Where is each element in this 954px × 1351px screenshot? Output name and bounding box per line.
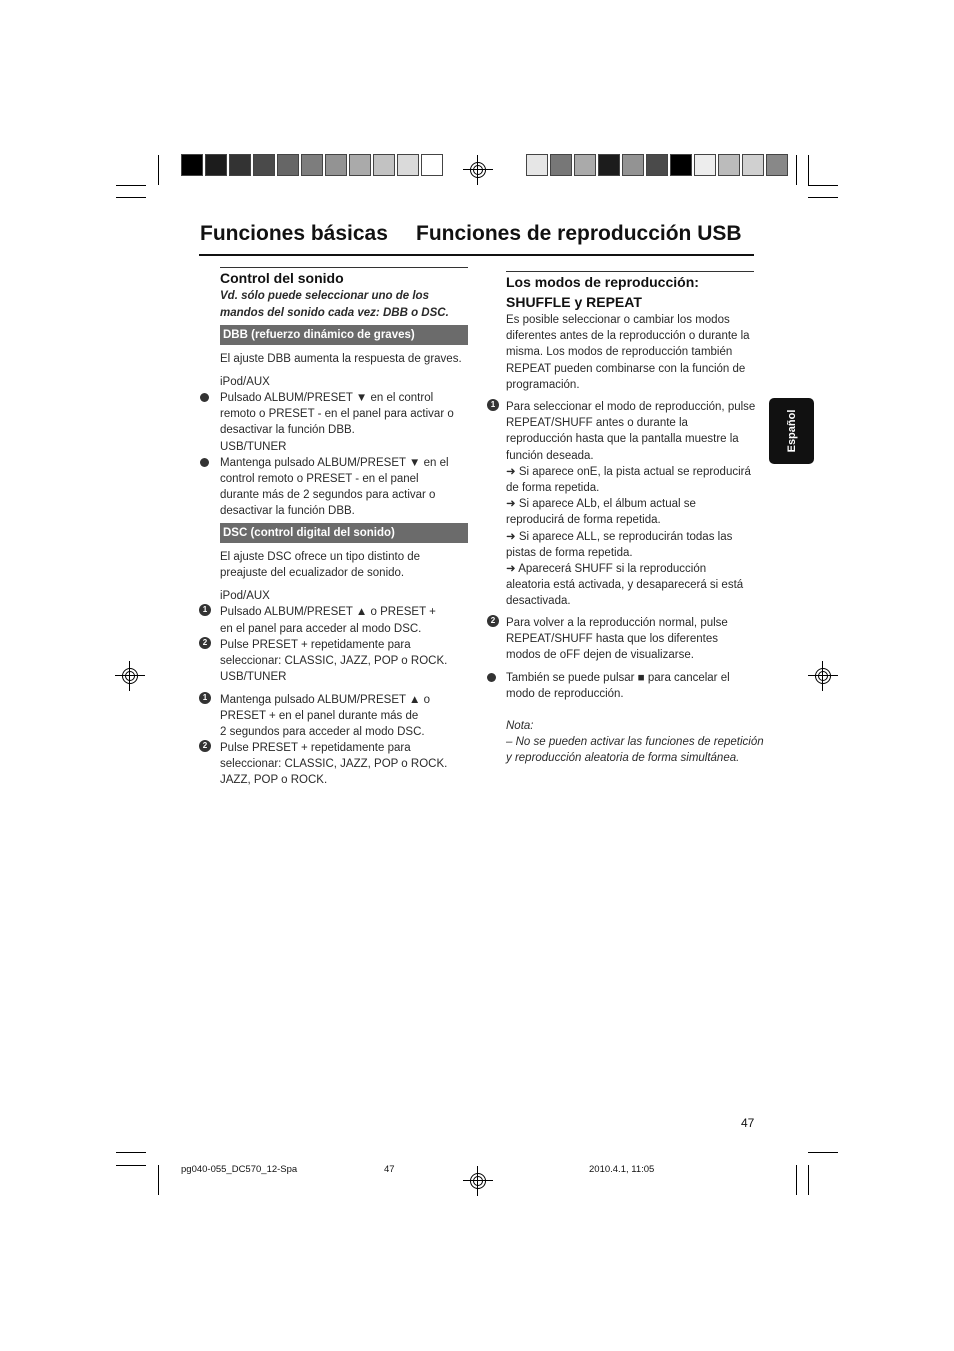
crop-mark	[116, 1152, 146, 1153]
source-label: USB/TUNER	[220, 671, 287, 683]
section-heading: Los modos de reproducción:	[506, 274, 699, 290]
note-line: mandos del sonido cada vez: DBB o DSC.	[220, 307, 449, 319]
registration-target-icon	[812, 665, 834, 687]
step-number-icon: 1	[199, 604, 211, 616]
dbb-band: DBB (refuerzo dinámico de graves)	[220, 325, 468, 345]
text-line: Mantenga pulsado ALBUM/PRESET ▲ o	[220, 694, 430, 706]
text-line: ➜ Si aparece onE, la pista actual se reproducirá	[506, 465, 751, 478]
footer-page: 47	[384, 1164, 395, 1175]
registration-target-icon	[467, 159, 489, 181]
dbb-description: El ajuste DBB aumenta la respuesta de graves.	[220, 353, 462, 365]
language-tab	[769, 398, 814, 464]
text-line: REPEAT/SHUFF antes o durante la	[506, 417, 688, 430]
text-line: de forma repetida.	[506, 482, 600, 494]
text-line: control remoto o PRESET - en el panel	[220, 473, 419, 485]
source-label: iPod/AUX	[220, 376, 270, 388]
text-line: El ajuste DSC ofrece un tipo distinto de	[220, 551, 421, 563]
text-line: Para volver a la reproducción normal, pulse	[506, 617, 728, 629]
note-line: y reproducción aleatoria de forma simultánea.	[506, 752, 740, 764]
crop-mark	[116, 185, 146, 186]
text-line: reproducción hasta que la pantalla muestre la	[506, 433, 739, 446]
text-line: Pulsado ALBUM/PRESET ▼ en el control	[220, 392, 434, 404]
text-line: Pulsado ALBUM/PRESET ▲ o PRESET +	[220, 606, 436, 618]
step-number-icon: 2	[199, 740, 211, 752]
dsc-band: DSC (control digital del sonido)	[220, 523, 468, 543]
text-line: aleatoria está activada, y desaparecerá si está	[506, 579, 744, 592]
page-number: 47	[741, 1116, 755, 1130]
crop-mark	[808, 1152, 838, 1153]
text-line: función deseada.	[506, 449, 594, 462]
section-heading: SHUFFLE y REPEAT	[506, 294, 642, 310]
step-number-icon: 1	[199, 692, 211, 704]
text-line: 2 segundos para acceder al modo DSC.	[220, 726, 425, 738]
text-line: programación.	[506, 378, 580, 391]
text-line: desactivar la función DBB.	[220, 424, 355, 436]
bullet-icon	[200, 393, 209, 402]
text-line: remoto o PRESET - en el panel para activar o	[220, 408, 454, 420]
crop-mark	[116, 197, 146, 198]
crop-mark	[808, 197, 838, 198]
text-line: desactivar la función DBB.	[220, 505, 355, 517]
crop-mark	[808, 185, 838, 186]
step-number-icon: 1	[487, 399, 499, 411]
text-line: en el panel para acceder al modo DSC.	[220, 623, 422, 635]
text-line: modos de oFF dejen de visualizarse.	[506, 649, 694, 662]
step-number-icon: 2	[199, 637, 211, 649]
language-tab-label: Español	[785, 409, 798, 453]
text-line: ➜ Aparecerá SHUFF si la reproducción	[506, 563, 707, 575]
text-line: misma. Los modos de reproducción también	[506, 346, 733, 359]
text-line: Pulse PRESET + repetidamente para	[220, 639, 411, 651]
text-line: desactivada.	[506, 595, 571, 608]
crop-mark	[158, 155, 159, 185]
bullet-icon	[200, 458, 209, 467]
text-line: seleccionar: CLASSIC, JAZZ, POP o ROCK.	[220, 655, 448, 667]
text-line: Para seleccionar el modo de reproducción, pulse	[506, 401, 756, 413]
text-line: seleccionar: CLASSIC, JAZZ, POP o ROCK.	[220, 758, 448, 770]
crop-mark	[808, 155, 809, 185]
source-label: USB/TUNER	[220, 441, 287, 453]
page-title-left: Funciones básicas	[200, 222, 388, 245]
crop-mark	[808, 1165, 809, 1195]
note-line: Vd. sólo puede seleccionar uno de los	[220, 290, 429, 302]
page-title-right: Funciones de reproducción USB	[416, 222, 742, 245]
registration-target-icon	[119, 665, 141, 687]
text-line: Mantenga pulsado ALBUM/PRESET ▼ en el	[220, 457, 449, 469]
text-line: preajuste del ecualizador de sonido.	[220, 567, 405, 579]
text-line: diferentes antes de la reproducción o durante la	[506, 330, 750, 343]
crop-mark	[116, 1165, 146, 1166]
crop-mark	[158, 1165, 159, 1195]
text-line: ➜ Si aparece ALL, se reproducirán todas las	[506, 530, 733, 543]
note-line: – No se pueden activar las funciones de repetición	[506, 736, 764, 748]
step-number-icon: 2	[487, 615, 499, 627]
bullet-icon	[487, 673, 496, 682]
color-bar-left	[181, 154, 445, 176]
text-line: REPEAT/SHUFF hasta que los diferentes	[506, 633, 718, 646]
text-line: También se puede pulsar ■ para cancelar el	[506, 672, 730, 684]
section-heading: Control del sonido	[220, 270, 344, 286]
text-line: modo de reproducción.	[506, 688, 624, 701]
footer-date: 2010.4.1, 11:05	[589, 1164, 655, 1175]
crop-mark	[796, 155, 797, 185]
text-line: Es posible seleccionar o cambiar los modos	[506, 314, 730, 326]
note-label: Nota:	[506, 720, 534, 732]
source-label: iPod/AUX	[220, 590, 270, 602]
footer-file: pg040-055_DC570_12-Spa	[181, 1164, 298, 1175]
text-line: reproducirá de forma repetida.	[506, 514, 661, 527]
registration-target-icon	[467, 1170, 489, 1192]
text-line: JAZZ, POP o ROCK.	[220, 774, 328, 786]
text-line: PRESET + en el panel durante más de	[220, 710, 419, 722]
color-bar-right	[526, 154, 790, 176]
text-line: REPEAT pueden combinarse con la función de	[506, 362, 746, 375]
crop-mark	[796, 1165, 797, 1195]
text-line: Pulse PRESET + repetidamente para	[220, 742, 411, 754]
title-divider	[199, 254, 754, 256]
text-line: durante más de 2 segundos para activar o	[220, 489, 436, 501]
text-line: ➜ Si aparece ALb, el álbum actual se	[506, 498, 696, 511]
text-line: pistas de forma repetida.	[506, 546, 633, 559]
